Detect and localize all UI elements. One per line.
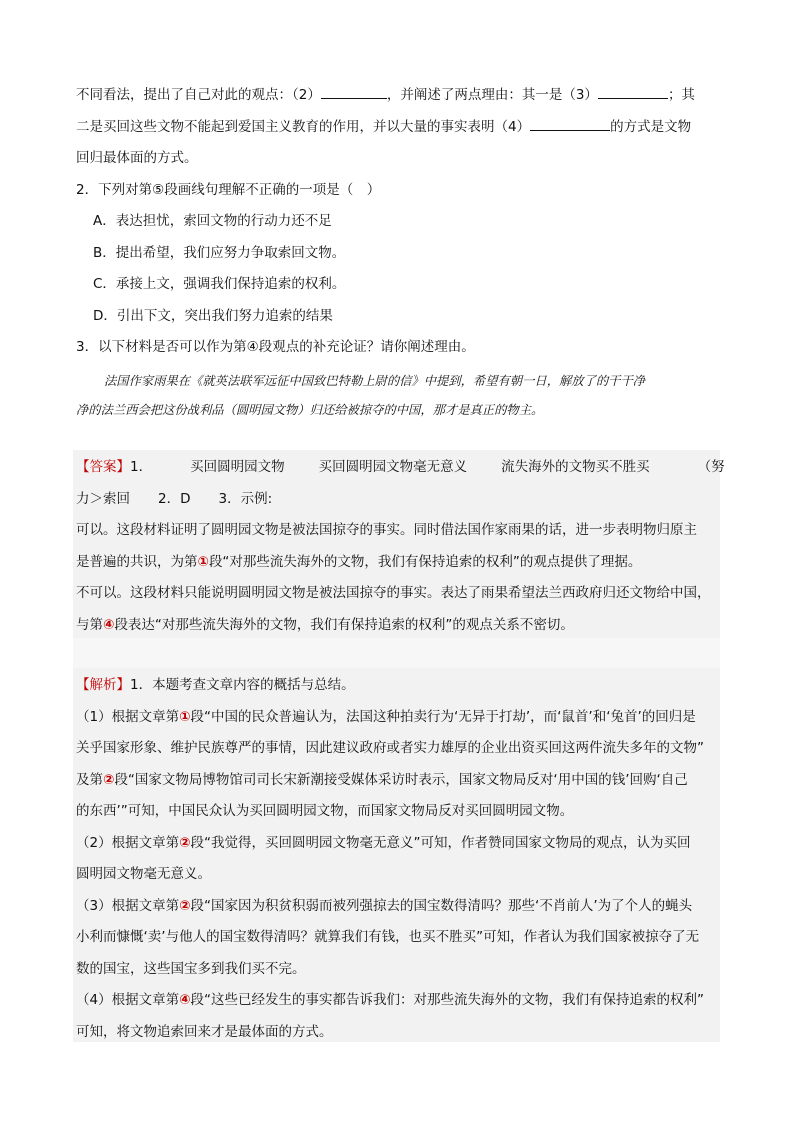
q1-continuation-line-1: 不同看法，提出了自己对此的观点：（2） ，并阐述了两点理由：其一是（3） ；其 — [76, 80, 720, 112]
q2-option-c[interactable]: C．承接上文，强调我们保持追索的权利。 — [93, 276, 346, 292]
q2-option-b[interactable]: B．提出希望，我们应努力争取索回文物。 — [93, 244, 346, 261]
answer-tag: 【答案】 — [76, 459, 130, 475]
analysis-2-line-2: 圆明园文物毫无意义。 — [76, 866, 211, 882]
analysis-1-line-1: （1）根据文章第①段“中国的民众普遍认为，法国这种拍卖行为‘无异于打劫’，而‘鼠首’和‘兔首’的回归是 — [76, 708, 696, 725]
analysis-1-line-4: 的东西’”可知，中国民众认为买回圆明园文物，而国家文物局反对买回圆明园文物。 — [76, 803, 574, 819]
blank-2[interactable] — [321, 83, 387, 99]
quote-line-1: 法国作家雨果在《就英法联军远征中国致巴特勒上尉的信》中提到，希望有朝一日，解放了的干干净 — [104, 373, 646, 388]
q3-material-quote — [76, 367, 720, 425]
q1-continuation-line-2: 二是买回这些文物不能起到爱国主义教育的作用，并以大量的事实表明（4） 的方式是文物 — [76, 112, 720, 144]
quote-line-2: 净的法兰西会把这份战利品（圆明园文物）归还给被掠夺的中国，那才是真正的物主。 — [76, 402, 544, 417]
answer-line-2: 力＞索回 2．D 3．示例: — [76, 490, 273, 507]
analysis-tag: 【解析】 — [76, 677, 130, 693]
question-section — [76, 80, 720, 425]
analysis-section — [76, 670, 720, 1048]
q3-stem: 3．以下材料是否可以作为第④段观点的补充论证？请你阐述理由。 — [76, 339, 475, 355]
q2-option-d[interactable]: D．引出下文，突出我们努力追索的结果 — [93, 307, 333, 324]
analysis-1-line-3: 及第②段“国家文物局博物馆司司长宋新潮接受媒体采访时表示，国家文物局反对‘用中国的钱’回购‘自己 — [76, 771, 688, 788]
blank-3[interactable] — [598, 83, 668, 99]
answer-no-line-2: 与第④段表达“对那些流失海外的文物，我们有保持追索的权利”的观点关系不密切。 — [76, 616, 574, 633]
answer-2: 买回圆明园文物 — [190, 459, 285, 475]
paragraph-number: ② — [179, 834, 191, 851]
analysis-3-line-1: （3）根据文章第②段“国家因为积贫积弱而被列强掠去的国宝数得清吗？那些‘不肖前人’为了个人的蝇头 — [76, 897, 693, 914]
answer-no-line-1: 不可以。这段材料只能说明圆明园文物是被法国掠夺的事实。表达了雨果希望法兰西政府归还文物给中国， — [76, 585, 711, 601]
analysis-3-line-3: 数的国宝，这些国宝多到我们买不完。 — [76, 960, 306, 977]
answer-yes-line-2: 是普遍的共识，为第①段“对那些流失海外的文物，我们有保持追索的权利”的观点提供了理据。 — [76, 553, 642, 570]
answer-line-1: 【答案】1． 买回圆明园文物 买回圆明园文物毫无意义 流失海外的文物买不胜买 （努 — [76, 459, 725, 475]
paragraph-number-4: ④ — [246, 339, 259, 355]
paragraph-number: ④ — [179, 992, 191, 1008]
analysis-2-line-1: （2）根据文章第②段“我觉得，买回圆明园文物毫无意义”可知，作者赞同国家文物局的观点，认为买回 — [76, 834, 691, 851]
q2-option-a[interactable]: A．表达担忧，索回文物的行动力还不足 — [93, 213, 332, 229]
paragraph-number: ② — [179, 897, 191, 914]
separator-background — [73, 638, 720, 668]
answer-q2: 2．D — [158, 490, 191, 507]
analysis-1-line-2: 关乎国家形象、维护民族尊严的事情，因此建议政府或者实力雄厚的企业出资买回这两件流失多年的文物” — [76, 740, 704, 756]
answer-yes-line-1: 可以。这段材料证明了圆明园文物是被法国掠夺的事实。同时借法国作家雨果的话，进一步表明物归原主 — [76, 522, 697, 538]
paragraph-number: ② — [103, 771, 115, 788]
blank-4[interactable] — [530, 115, 610, 131]
paragraph-number: ① — [179, 708, 191, 725]
answer-3: 买回圆明园文物毫无意义 — [318, 459, 468, 475]
paragraph-number: ④ — [103, 616, 115, 633]
analysis-4-line-2: 可知，将文物追索回来才是最体面的方式。 — [76, 1023, 333, 1040]
analysis-4-line-1: （4）根据文章第④段“这些已经发生的事实都告诉我们：对那些流失海外的文物，我们有保持追索的权利” — [76, 992, 705, 1008]
answer-section — [76, 452, 725, 641]
paragraph-number: ① — [197, 553, 209, 570]
q1-continuation-line-3: 回归最体面的方式。 — [76, 150, 198, 166]
paragraph-number-5: ⑤ — [152, 181, 165, 198]
q2-stem: 2．下列对第⑤段画线句理解不正确的一项是（ ） — [76, 181, 381, 198]
analysis-intro: 【解析】1．本题考查文章内容的概括与总结。 — [76, 677, 355, 693]
answer-4: 流失海外的文物买不胜买 — [501, 459, 650, 475]
analysis-3-line-2: 小利而慷慨‘卖’与他人的国宝数得清吗？就算我们有钱，也买不胜买”可知，作者认为我们国家被掠夺了无 — [76, 929, 700, 945]
